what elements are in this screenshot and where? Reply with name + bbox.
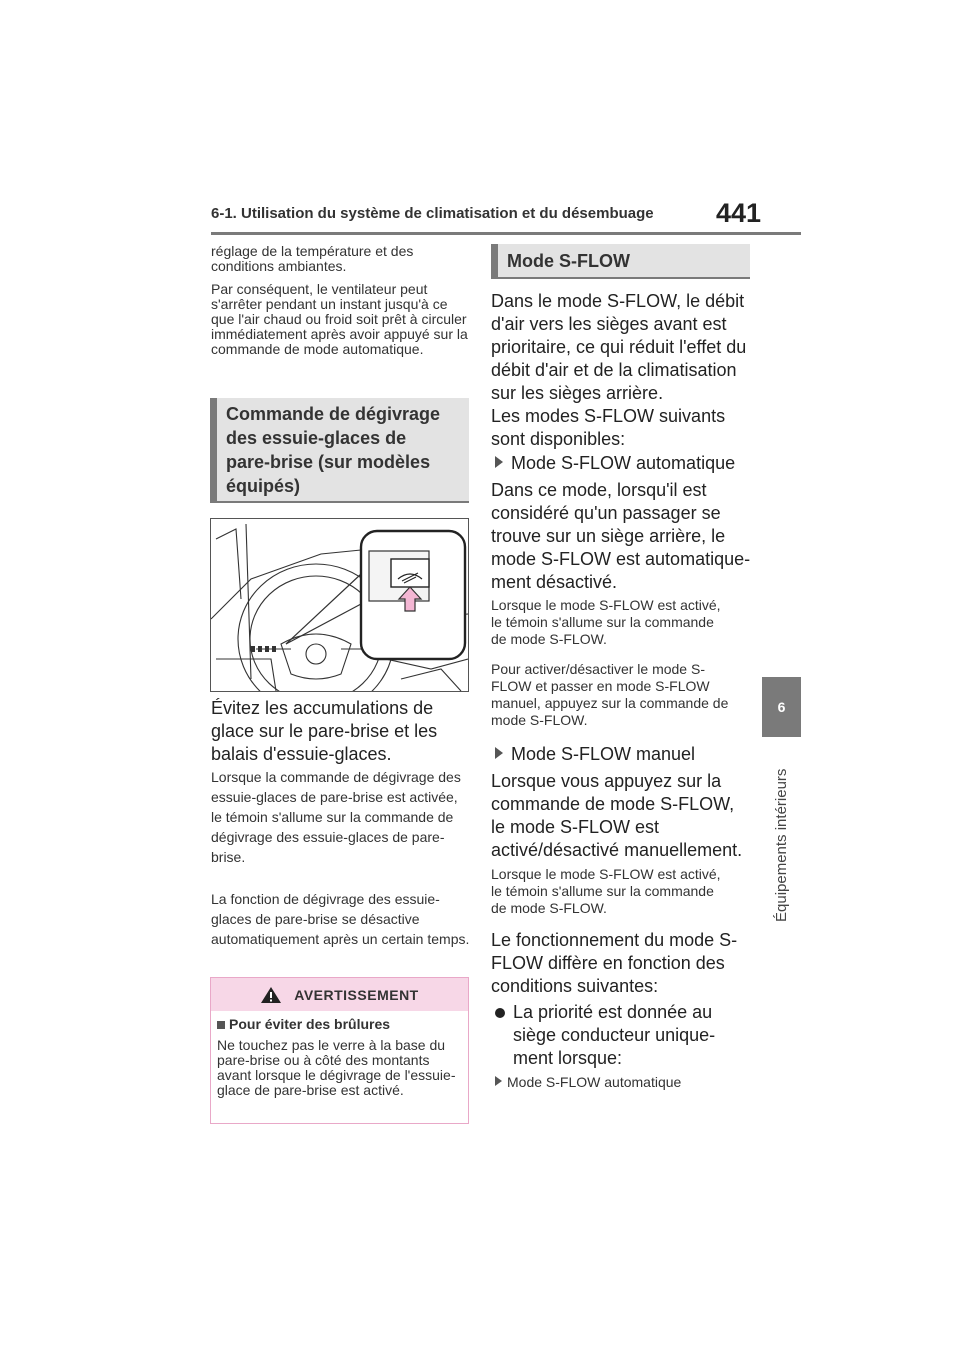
mode-auto-note-2: Pour activer/désactiver le mode S-FLOW et passer en mode S-FLOW manuel, appuyez sur la commande de mode S-FLOW. (491, 661, 729, 728)
warning-triangle-icon (260, 986, 282, 1004)
intro-paragraph-2: Par conséquent, le ventilateur peut s'arrêter pendant un instant jusqu'à ce que l'air chaud ou froid soit prêt à circuler immédiatement après avoir appuyé sur la commande de mode automatique. (211, 281, 468, 357)
sflow-lead: Dans le mode S-FLOW, le débit d'air vers les sièges avant est prioritaire, ce qui réduit l'effet du débit d'air et de la climatisation sur les sièges arrière. (491, 291, 747, 403)
warning-box (210, 977, 469, 1124)
sflow-function-text: Le fonctionnement du mode S-FLOW diffère en fonction des conditions suivantes: (491, 930, 738, 996)
chapter-title-vertical (770, 752, 794, 922)
warning-body (211, 1011, 468, 1104)
section-heading-defroster (210, 398, 469, 503)
warning-header (211, 978, 468, 1011)
mode-auto-item (495, 452, 755, 475)
defroster-paragraph-2: La fonction de dégivrage des essuie-glaces de pare-brise se désactive automatiquement après un certain temps. (211, 891, 470, 947)
arrow-right-icon (495, 1076, 502, 1086)
dashboard-drawing (211, 519, 468, 691)
arrow-right-icon (495, 456, 503, 468)
priority-bullet-text: La priorité est donnée au siège conducteur unique-ment lorsque: (513, 1002, 716, 1068)
warning-subtitle: Pour éviter des brûlures (229, 1016, 391, 1032)
sflow-modes-intro: Les modes S-FLOW suivants sont disponibles: (491, 406, 726, 449)
chapter-title-text: Équipements intérieurs (773, 768, 790, 922)
intro-text (211, 244, 471, 365)
section-heading-line-4: équipés) (226, 476, 301, 496)
mode-auto-title: Mode S-FLOW automatique (511, 453, 736, 473)
section-heading-line-1: Commande de dégivrage (226, 404, 441, 424)
mode-manual-title: Mode S-FLOW manuel (511, 744, 696, 764)
chapter-tab: 6 (762, 677, 801, 737)
sub-item-auto (495, 1074, 755, 1091)
warning-title: AVERTISSEMENT (294, 986, 419, 1003)
mode-manual-note: Lorsque le mode S-FLOW est activé, le témoin s'allume sur la commande de mode S-FLOW. (491, 866, 721, 916)
section-heading-sflow-text: Mode S-FLOW (507, 251, 630, 271)
defroster-paragraph-1: Lorsque la commande de dégivrage des essuie-glaces de pare-brise est activée, le témoin s'allume sur la commande de dégivrage des essuie-glaces de pare-brise. (211, 769, 461, 865)
mode-manual-item (495, 743, 755, 766)
warning-subtitle-row (217, 1017, 462, 1032)
mode-auto-text: Dans ce mode, lorsqu'il est considéré qu'un passager se trouve sur un siège arrière, le mode S-FLOW est automatique-ment désactivé. (491, 480, 751, 592)
dashboard-illustration (210, 518, 469, 692)
section-heading-sflow (491, 244, 750, 279)
section-heading-line-2: des essuie-glaces de (226, 428, 407, 448)
defroster-lead: Évitez les accumulations de glace sur le pare-brise et les balais d'essuie-glaces. (211, 698, 438, 764)
mode-manual-text: Lorsque vous appuyez sur la commande de mode S-FLOW, le mode S-FLOW est activé/désactivé manuellement. (491, 771, 743, 860)
intro-paragraph-1: réglage de la température et des conditions ambiantes. (211, 243, 414, 274)
warning-text: Ne touchez pas le verre à la base du pare-brise ou à côté des montants avant lorsque le dégivrage de l'essuie-glace de pare-brise est activé. (217, 1037, 456, 1098)
arrow-right-icon (495, 747, 503, 759)
header-rule (211, 232, 801, 235)
mode-auto-note-1: Lorsque le mode S-FLOW est activé, le témoin s'allume sur la commande de mode S-FLOW. (491, 597, 721, 647)
page-number: 441 (716, 198, 762, 228)
section-heading-line-3: pare-brise (sur modèles (226, 452, 431, 472)
section-header-title: 6-1. Utilisation du système de climatisation et du désembuage (211, 205, 654, 222)
sub-item-auto-text: Mode S-FLOW automatique (507, 1074, 682, 1090)
square-bullet-icon (217, 1021, 225, 1029)
priority-bullet (493, 1001, 753, 1070)
bullet-dot-icon (495, 1008, 505, 1018)
